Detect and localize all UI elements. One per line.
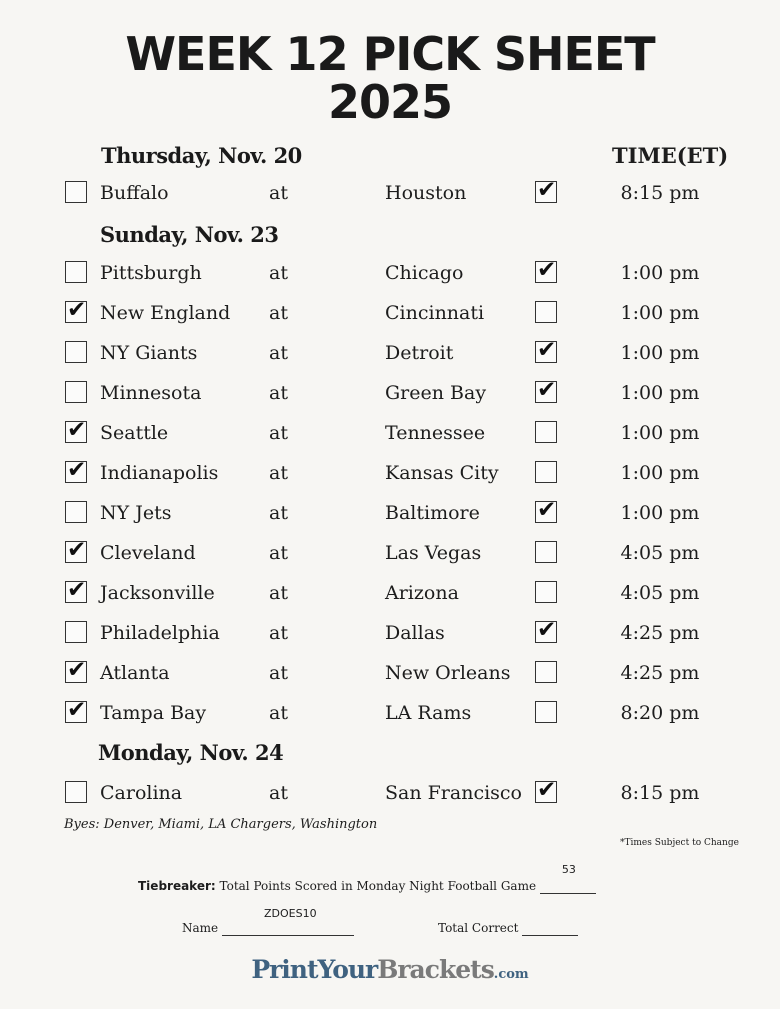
checkmark-icon: ✔ [537,617,557,643]
at-label: at [269,182,288,204]
away-pick-checkbox[interactable] [65,261,87,283]
game-row [0,538,780,568]
game-row [0,658,780,688]
at-label: at [269,502,288,524]
game-row [0,778,780,808]
home-team: Kansas City [385,462,499,484]
home-pick-checkbox[interactable] [535,177,557,203]
page-title: WEEK 12 PICK SHEET [125,27,655,81]
home-pick-checkbox[interactable] [535,581,557,603]
game-time: 4:25 pm [620,622,700,644]
tiebreaker-label: Tiebreaker: [138,879,216,893]
home-team: Baltimore [385,502,480,524]
home-team: Chicago [385,262,464,284]
home-pick-checkbox[interactable] [535,301,557,323]
game-row [0,338,780,368]
game-time: 1:00 pm [620,262,700,284]
name-field[interactable] [222,907,354,936]
page-title-year: 2025 [327,75,453,129]
game-time: 4:25 pm [620,662,700,684]
brand-logo: PrintYourBrackets.com [251,955,529,984]
away-pick-checkbox[interactable] [65,697,87,723]
game-time: 1:00 pm [620,302,700,324]
checkmark-icon: ✔ [67,297,87,323]
checkmark-icon: ✔ [67,697,87,723]
away-pick-checkbox[interactable] [65,341,87,363]
home-team: Arizona [385,582,459,604]
game-row [0,498,780,528]
away-team: Cleveland [100,542,196,564]
away-team: Minnesota [100,382,202,404]
name-value: ZDOES10 [263,907,317,920]
total-correct-label: Total Correct [438,921,519,935]
day-header: Sunday, Nov. 23 [100,222,279,247]
home-team: Houston [385,182,467,204]
tiebreaker-field[interactable] [540,863,596,894]
at-label: at [269,702,288,724]
at-label: at [269,262,288,284]
at-label: at [269,542,288,564]
away-pick-checkbox[interactable] [65,297,87,323]
away-pick-checkbox[interactable] [65,417,87,443]
checkmark-icon: ✔ [537,177,557,203]
game-row [0,258,780,288]
home-pick-checkbox[interactable] [535,337,557,363]
at-label: at [269,582,288,604]
tiebreaker-row [138,863,596,894]
checkmark-icon: ✔ [537,257,557,283]
home-pick-checkbox[interactable] [535,661,557,683]
away-team: Pittsburgh [100,262,202,284]
checkmark-icon: ✔ [537,337,557,363]
away-team: Jacksonville [100,582,215,604]
away-pick-checkbox[interactable] [65,537,87,563]
home-pick-checkbox[interactable] [535,701,557,723]
away-team: New England [100,302,231,324]
checkmark-icon: ✔ [67,657,87,683]
home-team: LA Rams [385,702,472,724]
byes-text: Byes: Denver, Miami, LA Chargers, Washington [64,817,378,832]
game-row [0,578,780,608]
game-time: 8:20 pm [620,702,700,724]
checkmark-icon: ✔ [537,777,557,803]
away-pick-checkbox[interactable] [65,457,87,483]
home-pick-checkbox[interactable] [535,377,557,403]
home-pick-checkbox[interactable] [535,777,557,803]
game-time: 1:00 pm [620,342,700,364]
game-time: 1:00 pm [620,462,700,484]
home-team: Tennessee [385,422,486,444]
at-label: at [269,422,288,444]
game-row [0,178,780,208]
away-pick-checkbox[interactable] [65,577,87,603]
home-pick-checkbox[interactable] [535,257,557,283]
game-row [0,418,780,448]
game-time: 1:00 pm [620,422,700,444]
checkmark-icon: ✔ [537,497,557,523]
home-pick-checkbox[interactable] [535,497,557,523]
home-team: San Francisco [385,782,522,804]
home-pick-checkbox[interactable] [535,541,557,563]
game-time: 8:15 pm [620,182,700,204]
away-team: Buffalo [100,182,169,204]
home-team: Cincinnati [385,302,485,324]
away-team: Tampa Bay [100,702,207,724]
game-time: 8:15 pm [620,782,700,804]
game-row [0,618,780,648]
game-row [0,698,780,728]
day-header: Thursday, Nov. 20 [101,143,302,168]
home-team: Detroit [385,342,454,364]
checkmark-icon: ✔ [537,377,557,403]
tiebreaker-text: Total Points Scored in Monday Night Football Game [219,879,537,893]
name-label: Name [182,921,219,935]
at-label: at [269,302,288,324]
checkmark-icon: ✔ [67,537,87,563]
away-team: Indianapolis [100,462,219,484]
checkmark-icon: ✔ [67,457,87,483]
at-label: at [269,462,288,484]
checkmark-icon: ✔ [67,577,87,603]
home-pick-checkbox[interactable] [535,617,557,643]
name-row [182,907,354,936]
away-team: Atlanta [100,662,170,684]
home-pick-checkbox[interactable] [535,461,557,483]
at-label: at [269,662,288,684]
total-correct-field[interactable] [522,921,578,936]
at-label: at [269,622,288,644]
away-team: Carolina [100,782,183,804]
times-note: *Times Subject to Change [620,838,739,848]
away-team: Philadelphia [100,622,220,644]
game-time: 4:05 pm [620,582,700,604]
home-pick-checkbox[interactable] [535,421,557,443]
away-pick-checkbox[interactable] [65,781,87,803]
away-pick-checkbox[interactable] [65,381,87,403]
home-team: New Orleans [385,662,511,684]
time-column-header: TIME(ET) [612,143,729,168]
away-pick-checkbox[interactable] [65,501,87,523]
checkmark-icon: ✔ [67,417,87,443]
total-correct-row [438,921,578,936]
home-team: Green Bay [385,382,487,404]
game-time: 1:00 pm [620,502,700,524]
away-team: NY Jets [100,502,172,524]
away-team: Seattle [100,422,169,444]
at-label: at [269,782,288,804]
day-header: Monday, Nov. 24 [98,740,284,765]
home-team: Las Vegas [385,542,482,564]
at-label: at [269,382,288,404]
away-pick-checkbox[interactable] [65,181,87,203]
at-label: at [269,342,288,364]
game-row [0,458,780,488]
home-team: Dallas [385,622,445,644]
tiebreaker-value: 53 [561,863,576,876]
game-row [0,298,780,328]
away-pick-checkbox[interactable] [65,657,87,683]
game-row [0,378,780,408]
away-team: NY Giants [100,342,198,364]
game-time: 4:05 pm [620,542,700,564]
game-time: 1:00 pm [620,382,700,404]
away-pick-checkbox[interactable] [65,621,87,643]
